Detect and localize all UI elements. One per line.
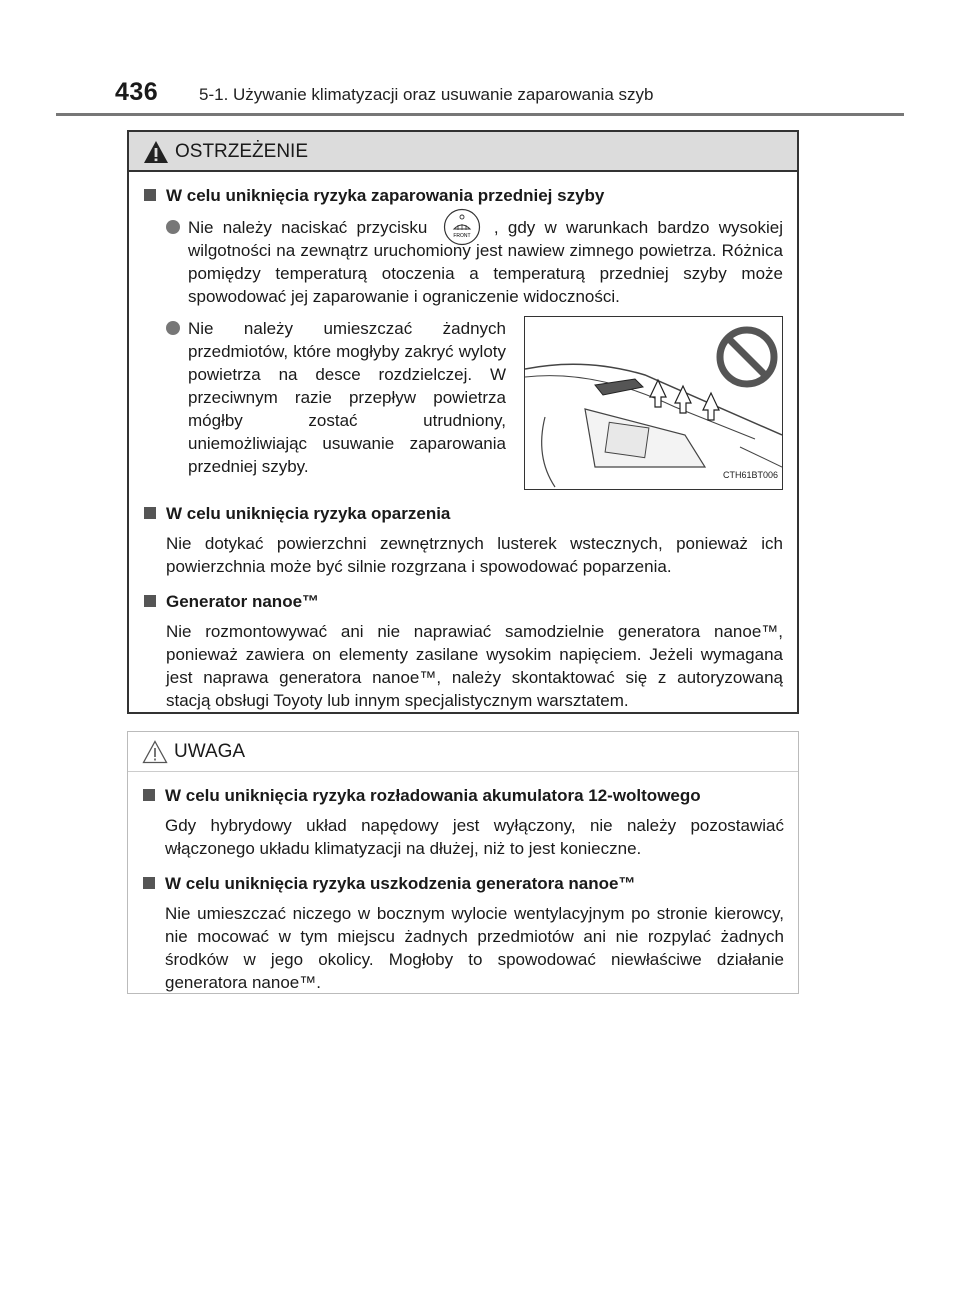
section-text: Nie rozmontowywać ani nie naprawiać samodzielnie generatora nanoe™, ponieważ zawiera on elementy zasilane wysokim napięciem. Jeżeli wymagana jest naprawa generatora nanoe™, należy skontaktować się z autoryzowaną stacją obsługi Toyoty lub innym specjalistycznym warsztatem. (166, 622, 783, 710)
round-bullet-icon (166, 321, 180, 335)
section-title-text: W celu uniknięcia ryzyka uszkodzenia generatora nanoe™ (165, 874, 636, 893)
section-text: Nie umieszczać niczego w bocznym wylocie wentylacyjnym po stronie kierowcy, nie mocować w tym miejscu żadnych przedmiotów ani nie rozpylać żadnych środków w jego okolicy. Mogłoby to spowodować niewłaściwe działanie generatora nanoe™. (165, 904, 784, 992)
section-text: Nie dotykać powierzchni zewnętrznych lusterek wstecznych, ponieważ ich powierzchnia może być silnie rozgrzana i spowodować poparzenia. (166, 534, 783, 576)
section-title-text: W celu uniknięcia ryzyka rozładowania akumulatora 12-woltowego (165, 786, 701, 805)
figure-row (143, 308, 783, 490)
defroster-label: FRONT (453, 232, 471, 239)
round-bullet-icon (166, 220, 180, 234)
bullet-text-pre: Nie należy naciskać przycisku (188, 218, 428, 237)
section-title (143, 590, 783, 613)
caution-outline-triangle-icon (142, 740, 168, 764)
warning-filled-triangle-icon (143, 140, 169, 164)
caution-box (127, 731, 799, 994)
dashboard-illustration (524, 316, 783, 490)
caution-header (128, 732, 798, 772)
warning-box (127, 130, 799, 714)
warning-header (129, 132, 797, 172)
figure-code: CTH61BT006 (722, 470, 778, 480)
chapter-title: 5-1. Używanie klimatyzacji oraz usuwanie zaparowania szyb (199, 85, 654, 104)
page-number: 436 (115, 78, 159, 106)
bullet-item (166, 216, 783, 308)
section-title (143, 502, 783, 525)
section-title-text: W celu uniknięcia ryzyka zaparowania przedniej szyby (166, 186, 605, 205)
bullet-item (166, 317, 506, 490)
page-header (0, 72, 960, 108)
section-title (142, 872, 784, 895)
section-title (142, 784, 784, 807)
square-bullet-icon (143, 789, 155, 801)
caution-title: UWAGA (174, 741, 246, 762)
section-title (143, 184, 783, 207)
caution-content (128, 784, 798, 994)
section-title-text: W celu uniknięcia ryzyka oparzenia (166, 504, 451, 523)
warning-content (129, 184, 797, 712)
bullet-text: Nie należy umieszczać żadnych przedmiotów, które mogłyby zakryć wyloty powietrza na desce rozdzielczej. W przeciwnym razie przepływ powietrza mógłby zostać utrudniony, uniemożliwiając usuwanie zaparowania przedniej szyby. (188, 319, 506, 476)
section-title-text: Generator nanoe™ (166, 592, 320, 611)
square-bullet-icon (143, 877, 155, 889)
header-divider (56, 113, 904, 116)
square-bullet-icon (144, 507, 156, 519)
square-bullet-icon (144, 595, 156, 607)
bullet-text-post: , gdy w warunkach bardzo wysokiej wilgotności na zewnątrz uruchomiony jest nawiew zimnego powietrza. Różnica pomiędzy temperaturą otoczenia a temperaturą przedniej szyby może spowodować jej zaparowanie i ograniczenie widoczności. (188, 218, 783, 306)
front-defroster-icon (443, 208, 481, 246)
warning-title: OSTRZEŻENIE (175, 141, 309, 162)
section-text: Gdy hybrydowy układ napędowy jest wyłączony, nie należy pozostawiać włączonego układu klimatyzacji na dłużej, niż to jest konieczne. (165, 816, 784, 858)
prohibited-icon (720, 330, 774, 384)
square-bullet-icon (144, 189, 156, 201)
